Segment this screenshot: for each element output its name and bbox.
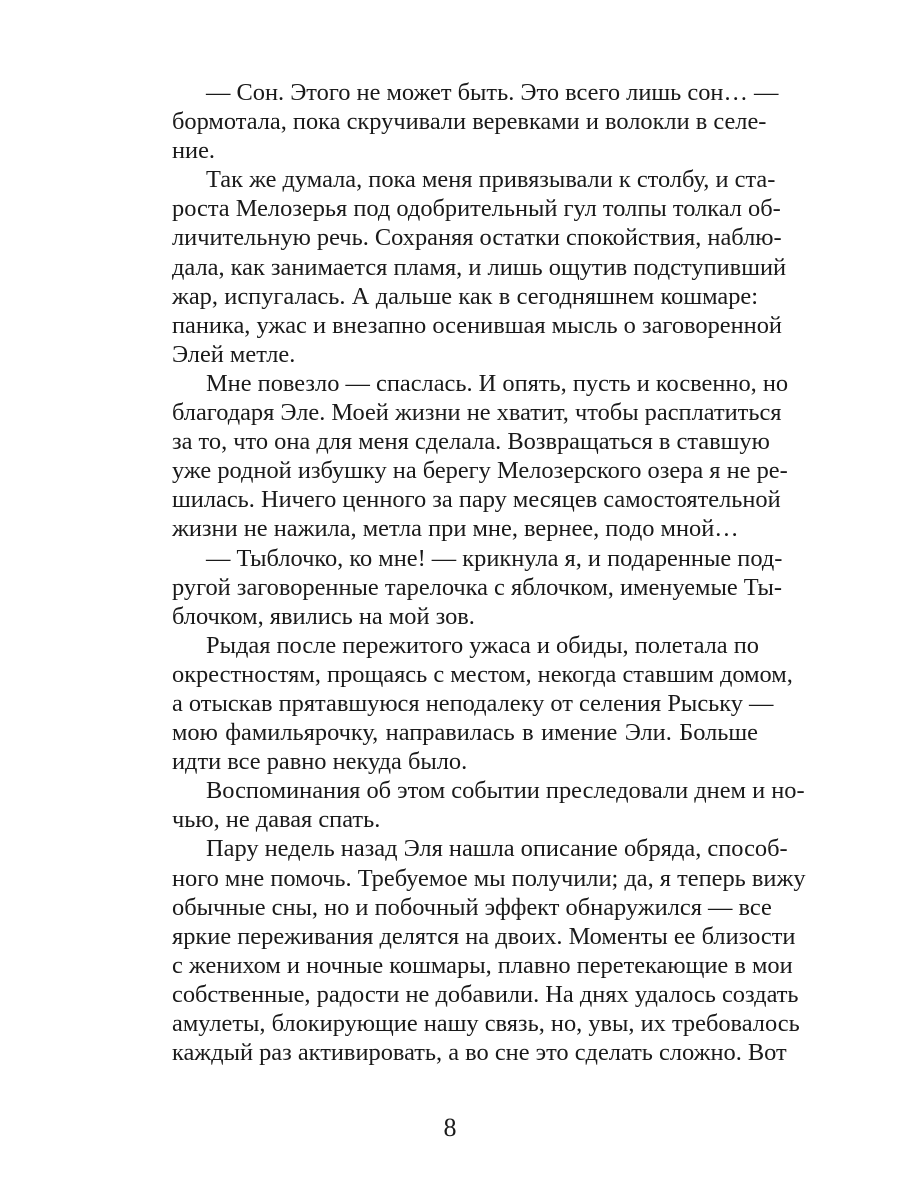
text-line: — Тыблочко, ко мне! — крикнула я, и подаренные под- xyxy=(206,544,783,572)
text-line: ругой заговоренные тарелочка с яблочком, именуемые Ты- xyxy=(172,573,782,601)
text-line: чью, не давая спать. xyxy=(172,806,381,834)
paragraph-2 xyxy=(138,165,787,369)
text-line: личительную речь. Сохраняя остатки спокойствия, наблю- xyxy=(172,224,782,252)
text-line: Элей метле. xyxy=(172,340,296,368)
text-line: блочком, явились на мой зов. xyxy=(172,602,475,630)
text-line: Рыдая после пережитого ужаса и обиды, полетала по xyxy=(206,631,759,659)
text-line: идти все равно некуда было. xyxy=(172,748,468,776)
text-line: каждый раз активировать, а во сне это сделать сложно. Вот xyxy=(172,1039,787,1067)
text-line: ного мне помочь. Требуемое мы получили; да, я теперь вижу xyxy=(172,864,806,892)
text-line: амулеты, блокирующие нашу связь, но, увы, их требовалось xyxy=(172,1010,800,1037)
text-line: за то, что она для меня сделала. Возвращаться в ставшую xyxy=(172,428,770,456)
paragraph-7 xyxy=(138,834,806,1067)
text-line: окрестностям, прощаясь с местом, некогда ставшим домом, xyxy=(172,660,793,688)
text-line: жизни не нажила, метла при мне, вернее, подо мной… xyxy=(172,515,739,543)
text-line: — Сон. Этого не может быть. Это всего лишь сон… — xyxy=(206,79,779,106)
text-line: Воспоминания об этом событии преследовали днем и но- xyxy=(206,777,805,805)
page-number: 8 xyxy=(443,1113,457,1142)
text-line: роста Мелозерья под одобрительный гул толпы толкал об- xyxy=(172,195,781,223)
text-line: яркие переживания делятся на двоих. Моменты ее близости xyxy=(172,922,796,950)
text-line: благодаря Эле. Моей жизни не хватит, чтобы расплатиться xyxy=(172,399,782,427)
text-line: паника, ужас и внезапно осенившая мысль о заговоренной xyxy=(172,311,782,339)
text-line: шилась. Ничего ценного за пару месяцев самостоятельной xyxy=(172,486,781,514)
paragraph-5 xyxy=(138,631,793,776)
paragraph-1 xyxy=(138,78,779,165)
text-line: уже родной избушку на берегу Мелозерского озера я не ре- xyxy=(172,457,788,485)
text-line: с женихом и ночные кошмары, плавно перетекающие в мои xyxy=(172,951,793,979)
book-page-text xyxy=(138,78,806,1067)
text-line: Пару недель назад Эля нашла описание обряда, способ- xyxy=(206,835,788,863)
text-line: Так же думала, пока меня привязывали к столбу, и ста- xyxy=(206,166,776,194)
text-line: обычные сны, но и побочный эффект обнаружился — все xyxy=(172,893,772,921)
text-line: мою фамильярочку, направилась в имение Эли. Больше xyxy=(172,719,758,747)
text-line: собственные, радости не добавили. На днях удалось создать xyxy=(172,980,799,1008)
text-line: ние. xyxy=(172,137,216,165)
text-line: Мне повезло — спаслась. И опять, пусть и косвенно, но xyxy=(206,369,789,397)
paragraph-6 xyxy=(138,776,805,834)
paragraph-3 xyxy=(138,369,789,544)
text-line: а отыскав прятавшуюся неподалеку от селения Рыську — xyxy=(172,689,774,717)
text-line: бормотала, пока скручивали веревками и волокли в селе- xyxy=(172,108,767,136)
paragraph-4 xyxy=(138,544,783,631)
text-line: жар, испугалась. А дальше как в сегодняшнем кошмаре: xyxy=(172,282,758,310)
text-line: дала, как занимается пламя, и лишь ощутив подступивший xyxy=(172,253,787,281)
